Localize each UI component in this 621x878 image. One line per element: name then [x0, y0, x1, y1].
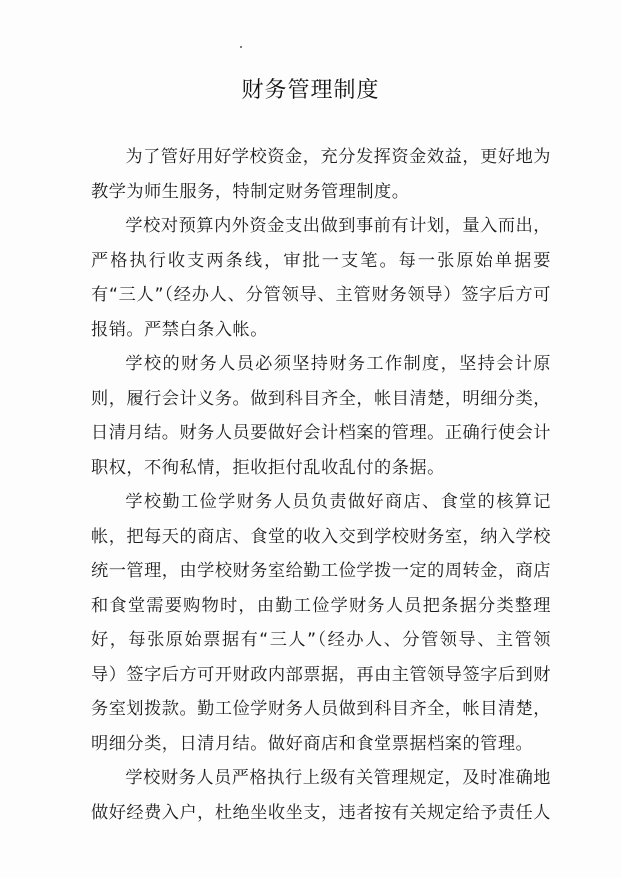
paragraph-work-study-accounts: 学校勤工俭学财务人员负责做好商店、食堂的核算记帐，把每天的商店、食堂的收入交到学校财务室，纳入学校统一管理，由学校财务室给勤工俭学拨一定的周转金，商店和食堂需要购物时，由勤工俭学财务人员把条据分类整理好，每张原始票据有“三人”（经办人、分管领导、主管领导）签字后方可开财政内部票据，再由主管领导签字后到财务室划拨款。勤工俭学财务人员做到科目齐全，帐目清楚，明细分类，日清月结。做好商店和食堂票据档案的管理。: [91, 492, 551, 754]
document-title: 财务管理制度: [241, 78, 380, 103]
document-body: [91, 140, 551, 830]
paragraph-budget-approval: 学校对预算内外资金支出做到事前有计划，量入而出，严格执行收支两条线，审批一支笔。每一张原始单据要有“三人”（经办人、分管领导、主管财务领导）签字后方可报销。严禁白条入帐。: [91, 216, 551, 340]
paragraph-regulations: 学校财务人员严格执行上级有关管理规定，及时准确地做好经费入户，杜绝坐收坐支，违者按有关规定给予责任人: [91, 768, 551, 823]
paragraph-accounting-rules: 学校的财务人员必须坚持财务工作制度，坚持会计原则，履行会计义务。做到科目齐全，帐目清楚，明细分类，日清月结。财务人员要做好会计档案的管理。正确行使会计职权，不徇私情，拒收拒付乱收乱付的条据。: [91, 354, 551, 478]
paragraph-purpose: 为了管好用好学校资金，充分发挥资金效益，更好地为教学为师生服务，特制定财务管理制度。: [91, 147, 551, 202]
scan-speck: [240, 46, 242, 48]
